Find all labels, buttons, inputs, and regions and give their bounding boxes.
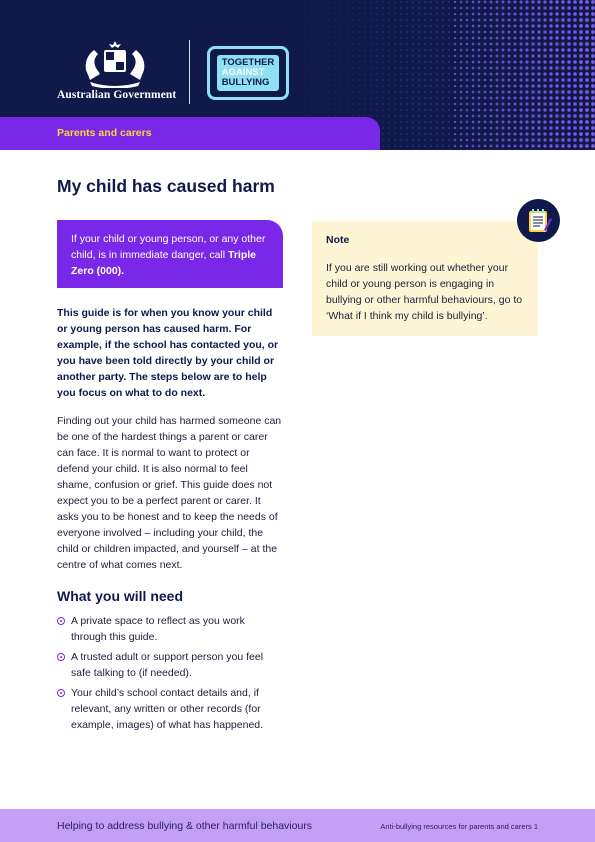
needs-list: [57, 613, 283, 737]
note-body: If you are still working out whether your child or young person is engaging in bullying or other harmful behaviours, go to ‘What if I think my child is bullying’.: [326, 262, 523, 322]
emergency-text: If your child or young person, or any other child, is in immediate danger, call: [71, 233, 266, 261]
note-title: Note: [326, 234, 350, 246]
list-item: [57, 649, 283, 681]
body-paragraph: Finding out your child has harmed someone can be one of the hardest things a parent or carer can face. It is normal to want to protect or defend your child. It is also normal to feel shame, confusion or grief. This guide does not expect you to be a perfect parent or carer. It asks you to be honest and to keep the needs of everyone involved – including your child, the child or children impacted, and yourself – at the centre of what comes next.: [57, 415, 282, 571]
needs-heading: What you will need: [57, 588, 184, 604]
footer-page-label: Anti-bullying resources for parents and carers 1: [380, 822, 538, 831]
bullet-icon: [57, 653, 65, 661]
intro-paragraph: This guide is for when you know your child or young person has caused harm. For example, if the school has contacted you, or you have been told directly by your child or another party. The steps below are to help you focus on what to do next.: [57, 307, 279, 399]
emergency-number: Triple Zero (000).: [71, 249, 257, 277]
list-item-text: A private space to reflect as you work through this guide.: [71, 615, 245, 643]
note-box: [312, 221, 538, 336]
emergency-callout: [57, 220, 283, 288]
page-title: My child has caused harm: [57, 176, 275, 196]
list-item-text: Your child’s school contact details and, if relevant, any written or other records (for example, images) of what has happened.: [71, 687, 264, 731]
notepad-glyph: [524, 206, 554, 236]
footer-series-title: Helping to address bullying & other harmful behaviours: [57, 820, 313, 832]
logo-line-2: AGAINST: [221, 67, 265, 78]
list-item: [57, 685, 283, 733]
logo-divider: [189, 40, 190, 104]
logo-line-3: BULLYING: [221, 77, 270, 88]
audience-label: Parents and carers: [57, 127, 152, 139]
list-item-text: A trusted adult or support person you feel safe talking to (if needed).: [71, 651, 264, 679]
together-against-bullying-logo: [207, 46, 289, 100]
list-item: [57, 613, 283, 645]
notepad-icon: [517, 199, 560, 242]
bullet-icon: [57, 689, 65, 697]
government-wordmark: Australian Government: [57, 89, 177, 101]
bullet-icon: [57, 617, 65, 625]
coat-of-arms-icon: [80, 40, 150, 88]
logo-line-1: TOGETHER: [221, 57, 275, 68]
